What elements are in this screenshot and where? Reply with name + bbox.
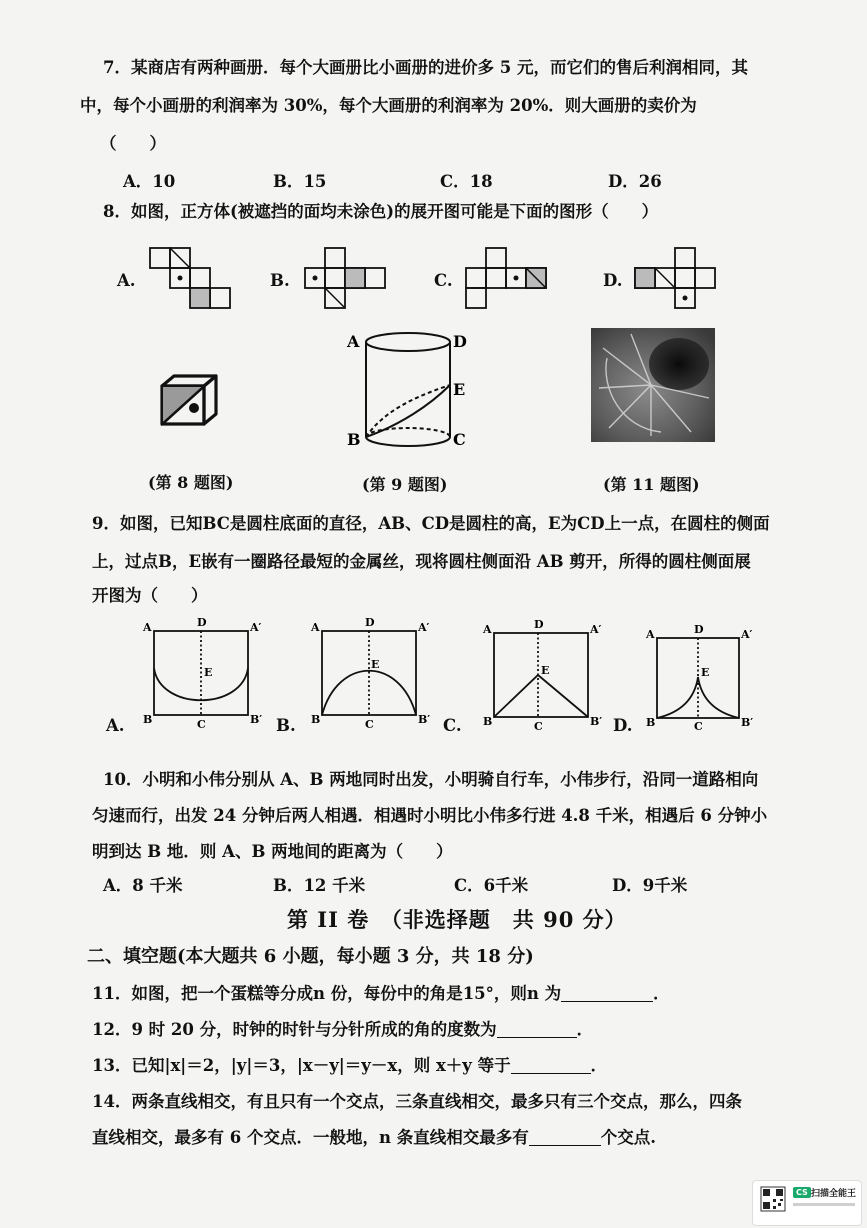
fill-in-section-heading: 二、填空题(本大题共 6 小题，每小题 3 分，共 18 分) xyxy=(87,946,534,967)
q9d-pt-b: B xyxy=(646,716,656,729)
q9-label-a: A. xyxy=(106,716,125,735)
q11 xyxy=(92,980,670,1004)
q10-line3: 明到达 B 地．则 A、B 两地间的距离为（ ） xyxy=(92,842,453,861)
q9a-pt-e: E xyxy=(204,666,213,679)
q9-line3: 开图为（ ） xyxy=(92,586,208,605)
q13 xyxy=(92,1052,607,1076)
q9c-pt-d: D xyxy=(534,618,544,631)
q11-text: 11．如图，把一个蛋糕等分成n 份，每份中的角是15°，则n 为 xyxy=(92,984,562,1003)
q9c-pt-a: A xyxy=(483,623,492,636)
q9a-pt-d: D xyxy=(197,616,207,629)
q11-end: ． xyxy=(653,984,670,1003)
fig8-caption: (第 8 题图) xyxy=(148,473,234,492)
q9-option-b-figure xyxy=(308,616,438,731)
q8-net-c xyxy=(466,248,548,308)
q9d-pt-d: D xyxy=(694,623,704,636)
q12-end: ． xyxy=(576,1020,594,1039)
q10-line2: 匀速而行，出发 24 分钟后两人相遇．相遇时小明比小伟多行进 4.8 千米，相遇后 6 分钟小 xyxy=(92,806,768,825)
watermark-subtext-bar xyxy=(793,1203,855,1206)
q9b-pt-b: B xyxy=(311,713,321,726)
q9a-pt-b2: B′ xyxy=(250,713,263,726)
q9d-pt-c: C xyxy=(694,720,703,733)
q9d-pt-b2: B′ xyxy=(741,716,754,729)
q9a-pt-a2: A′ xyxy=(250,621,262,634)
q7-line3: （ ） xyxy=(100,134,166,153)
q13-text: 13．已知|x|＝2，|y|＝3，|x－y|＝y－x，则 x＋y 等于 xyxy=(92,1056,511,1075)
q9b-pt-a2: A′ xyxy=(418,621,430,634)
q9c-pt-a2: A′ xyxy=(590,623,602,636)
q9d-pt-e: E xyxy=(701,666,710,679)
q7-line2: 中，每个小画册的利润率为 30%，每个大画册的利润率为 20%．则大画册的卖价为 xyxy=(80,96,697,115)
q11-answer-blank[interactable] xyxy=(561,983,653,1002)
q8-net-b xyxy=(305,248,387,308)
q12 xyxy=(92,1016,593,1040)
q12-text: 12．9 时 20 分，时钟的时针与分针所成的角的度数为 xyxy=(92,1020,497,1039)
scanner-watermark xyxy=(752,1180,862,1226)
q7-option-a: A．10 xyxy=(123,172,176,191)
q14-answer-blank[interactable] xyxy=(529,1127,601,1146)
fig9-label-e: E xyxy=(453,380,466,399)
q9-line2: 上，过点B，E嵌有一圈路径最短的金属丝，现将圆柱侧面沿 AB 剪开，所得的圆柱侧面展 xyxy=(92,552,751,571)
q10-option-c: C．6千米 xyxy=(454,876,529,895)
fig9-label-d: D xyxy=(453,332,467,351)
q9c-pt-b: B xyxy=(483,715,493,728)
q9b-pt-b2: B′ xyxy=(418,713,431,726)
q9b-pt-e: E xyxy=(371,658,380,671)
fig9-label-a: A xyxy=(347,332,360,351)
fig11-caption: (第 11 题图) xyxy=(603,475,700,494)
q9a-pt-c: C xyxy=(197,718,206,731)
q7-option-c: C．18 xyxy=(440,172,493,191)
q7-option-b: B．15 xyxy=(273,172,327,191)
fig11-cake-photo xyxy=(591,328,715,442)
q10-option-b: B．12 千米 xyxy=(273,876,366,895)
fig9-label-c: C xyxy=(453,430,466,449)
q9d-pt-a2: A′ xyxy=(741,628,753,641)
q9c-pt-e: E xyxy=(541,664,550,677)
q8-label-c: C. xyxy=(434,271,453,290)
q10-option-a: A．8 千米 xyxy=(103,876,183,895)
q9-option-a-figure xyxy=(140,616,270,731)
q14-line2 xyxy=(92,1124,656,1148)
q9-line1: 9．如图，已知BC是圆柱底面的直径，AB、CD是圆柱的高，E为CD上一点，在圆柱的侧面 xyxy=(92,514,770,533)
q9b-pt-c: C xyxy=(365,718,374,731)
fig9-cylinder xyxy=(345,325,475,460)
q9-label-b: B. xyxy=(276,716,296,735)
q8-text: 8．如图，正方体(被遮挡的面均未涂色)的展开图可能是下面的图形（ ） xyxy=(103,202,659,221)
q9b-pt-a: A xyxy=(311,621,320,634)
q9-label-c: C. xyxy=(443,716,462,735)
q7-line1: 7．某商店有两种画册．每个大画册比小画册的进价多 5 元，而它们的售后利润相同，其 xyxy=(103,58,748,77)
q13-end: ． xyxy=(590,1056,608,1075)
q9b-pt-d: D xyxy=(365,616,375,629)
q9c-pt-c: C xyxy=(534,720,543,733)
q10-option-d: D．9千米 xyxy=(612,876,688,895)
scanner-app-name: 扫描全能王 xyxy=(811,1189,857,1199)
q10-line1: 10．小明和小伟分别从 A、B 两地同时出发，小明骑自行车，小伟步行，沿同一道路相向 xyxy=(103,770,759,789)
q8-net-d xyxy=(635,248,717,308)
q9-option-c-figure xyxy=(480,618,610,733)
q9-label-d: D. xyxy=(613,716,633,735)
q14-end: 个交点. xyxy=(600,1128,656,1147)
fig9-label-b: B xyxy=(347,430,361,449)
q8-net-a xyxy=(150,248,232,308)
q9a-pt-a: A xyxy=(143,621,152,634)
part2-title: 第 II 卷 （非选择题 共 90 分） xyxy=(287,907,627,932)
q8-label-d: D. xyxy=(603,271,623,290)
q14-text: 直线相交，最多有 6 个交点．一般地，n 条直线相交最多有 xyxy=(92,1128,529,1147)
fig9-caption: (第 9 题图) xyxy=(362,475,448,494)
q8-label-a: A. xyxy=(117,271,136,290)
q8-label-b: B. xyxy=(270,271,290,290)
q9a-pt-b: B xyxy=(143,713,153,726)
cs-badge: CS xyxy=(793,1187,811,1198)
q13-answer-blank[interactable] xyxy=(511,1055,591,1074)
q9c-pt-b2: B′ xyxy=(590,715,603,728)
qr-code-icon xyxy=(761,1187,785,1211)
q9d-pt-a: A xyxy=(646,628,655,641)
q7-option-d: D．26 xyxy=(608,172,662,191)
q9-option-d-figure xyxy=(643,622,773,732)
fig8-cube xyxy=(158,372,220,428)
q14-line1: 14．两条直线相交，有且只有一个交点，三条直线相交，最多只有三个交点，那么，四条 xyxy=(92,1092,742,1111)
q12-answer-blank[interactable] xyxy=(497,1019,577,1038)
